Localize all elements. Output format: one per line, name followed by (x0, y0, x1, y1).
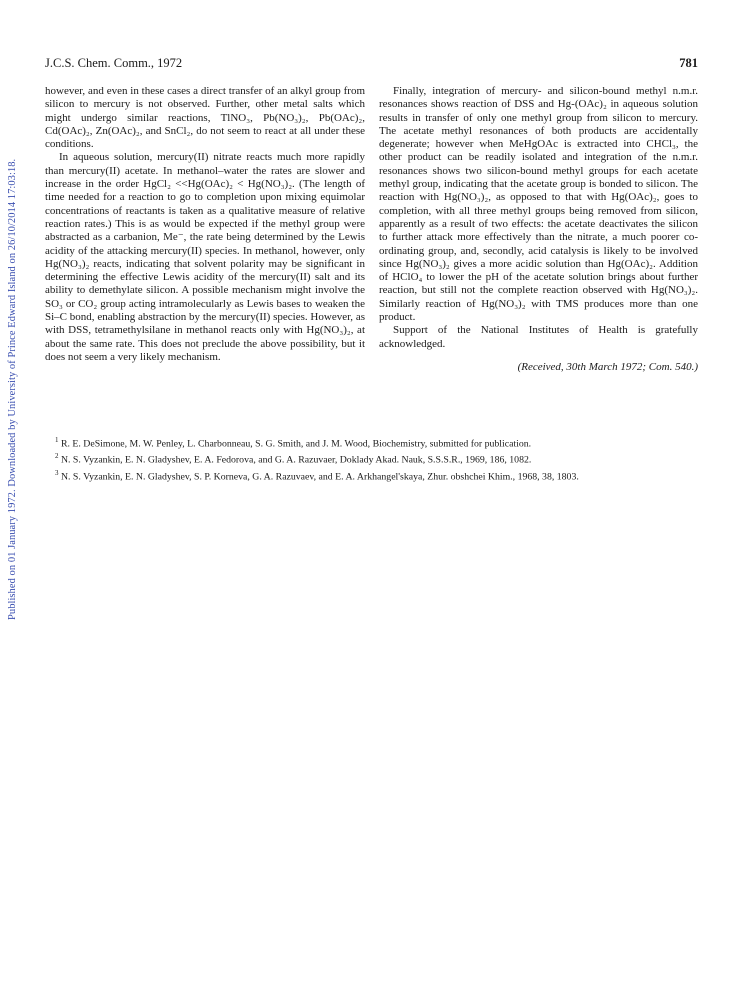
reference-number: 1 (55, 436, 59, 444)
reference-item (55, 450, 705, 466)
download-watermark-text: Published on 01 January 1972. Downloaded by University of Prince Edward Island on 26/10/2014 17:03:18. (7, 158, 18, 620)
paragraph: however, and even in these cases a direct transfer of an alkyl group from silicon to mercury is not observed. Further, other metal salts which might undergo similar reactions, TlNO₃, Pb(NO₃)₂, Pb(OAc)₂, Cd(OAc)₂, Zn(OAc)₂, and SnCl₂, do not seem to react at all under these conditions. (45, 85, 365, 151)
left-column (45, 85, 365, 364)
journal-title: J.C.S. Chem. Comm., 1972 (45, 56, 183, 70)
page-number: 781 (679, 56, 698, 70)
page-header (45, 56, 698, 74)
reference-number: 2 (55, 452, 59, 461)
received-date: (Received, 30th March 1972; Com. 540.) (517, 360, 698, 373)
reference-number: 3 (55, 468, 59, 477)
download-watermark (4, 160, 20, 620)
right-column (379, 85, 698, 374)
paragraph: Finally, integration of mercury- and silicon-bound methyl n.m.r. resonances shows reaction of DSS and Hg-(OAc)₂ in aqueous solution results in transfer of only one methyl group from silicon to mercury. The acetate methyl resonances of both products are accidentally degenerate; however when MeHgOAc is extracted into CHCl₃, the other product can be readily isolated and integration of the n.m.r. resonances shows two silicon-bound methyl groups for each acetate methyl group, indicating that the acetate group is bonded to silicon. The reaction with Hg(NO₃)₂, as opposed to that with Hg(OAc)₂, goes to completion, with all three methyl groups being removed from silicon, apparently as a result of two effects: the acetate deactivates the silicon to further attack more effectively than the nitrate, a much poorer co-ordinating group, and, secondly, acid catalysis is likely to be involved since Hg(NO₃)₂ gives a more acidic solution than Hg(OAc)₂. Addition of HClO₄ to lower the pH of the acetate solution brings about further reaction, but still not the complete reaction observed with Hg(NO₃)₂. Similarly reaction of Hg(NO₃)₂ with TMS produces more than one product. (379, 85, 698, 324)
reference-text: N. S. Vyzankin, E. N. Gladyshev, S. P. Korneva, G. A. Razuvaev, and E. A. Arkhangel'skaya, Zhur. obshchei Khim., 1968, 38, 1803. (60, 470, 579, 482)
reference-text: N. S. Vyzankin, E. N. Gladyshev, E. A. Fedorova, and G. A. Razuvaer, Doklady Akad. Nauk, S.S.S.R., 1969, 186, 1082. (60, 454, 532, 466)
reference-text: R. E. DeSimone, M. W. Penley, L. Charbonneau, S. G. Smith, and J. M. Wood, Biochemistry, submitted for publication. (60, 438, 532, 450)
references (55, 434, 705, 483)
reference-item (55, 434, 705, 450)
paragraph: In aqueous solution, mercury(II) nitrate reacts much more rapidly than mercury(II) acetate. In methanol–water the rates are slower and increase in the order HgCl₂ <<Hg(OAc)₂ < Hg(NO₃)₂. (The length of time needed for a reaction to go to completion upon mixing equimolar concentrations of reactants is taken as a qualitative measure of relative reaction rates.) This is as would be expected if the methyl group were abstracted as a carbanion, Me⁻, the rate being determined by the Lewis acidity of the attacking mercury(II) species. In methanol, however, only Hg(NO₃)₂ reacts, indicating that solvent polarity may be significant in determining the effective Lewis acidity of the mercury(II) salt and its ability to demethylate silicon. A possible mechanism might involve the SO₃ or CO₂ group acting intramolecularly as Lewis bases to weaken the Si–C bond, enabling abstraction by the mercury(II) species. However, as with DSS, tetramethylsilane in methanol reacts only with Hg(NO₃)₂, at about the same rate. This does not preclude the above possibility, but it does not seem a very likely mechanism. (45, 151, 365, 363)
reference-item (55, 467, 705, 483)
paragraph: Support of the National Institutes of Health is gratefully acknowledged. (379, 324, 698, 350)
